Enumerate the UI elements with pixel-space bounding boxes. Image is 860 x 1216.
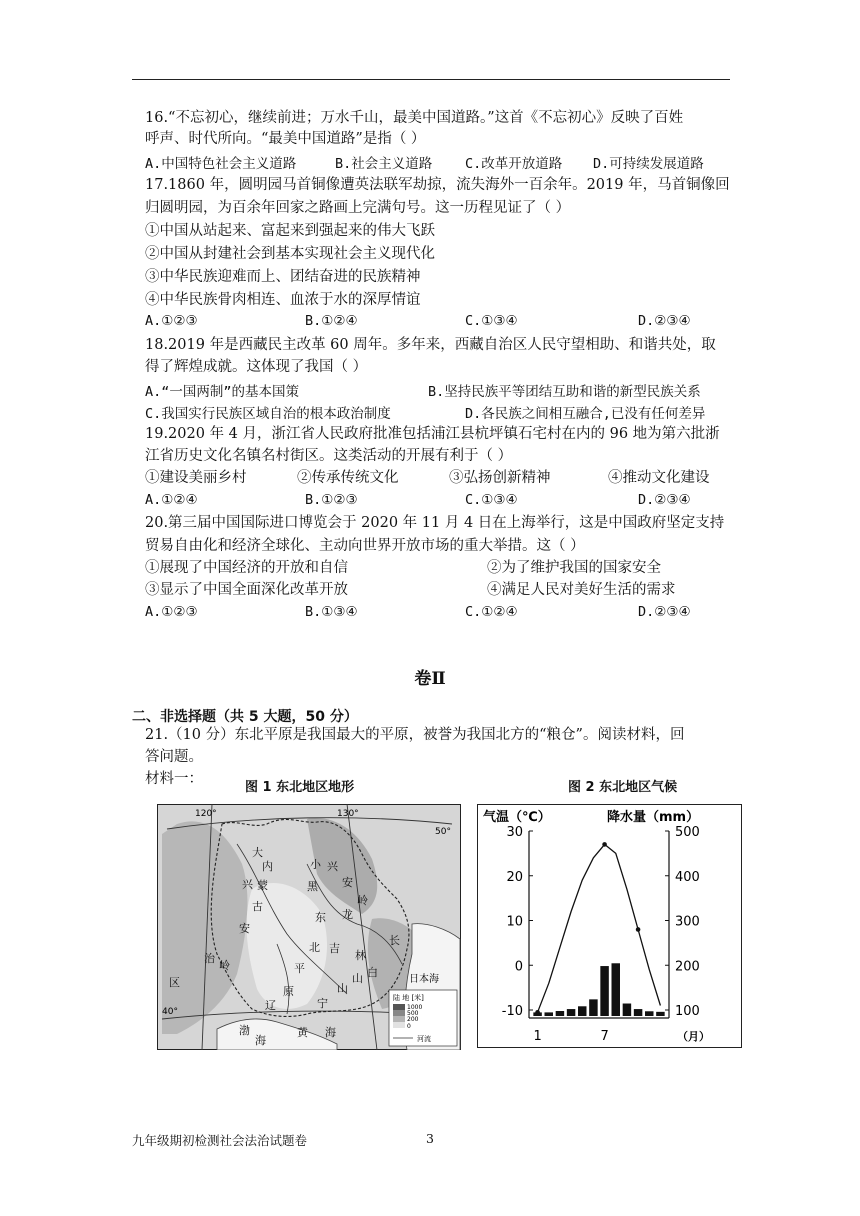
lon-label-120: 120° [195, 809, 217, 819]
map-char: 辽 [265, 999, 276, 1012]
right-tick-label: 100 [675, 1004, 700, 1019]
legend-value: 500 [407, 1010, 419, 1017]
left-tick-label: 0 [514, 959, 523, 975]
map-char: 蒙 [257, 879, 268, 892]
climate-chart [477, 804, 742, 1048]
q19-option-a[interactable]: A.①②④ [145, 492, 198, 508]
q19-option-b[interactable]: B.①②③ [305, 492, 358, 508]
precip-bar [589, 999, 597, 1016]
q17-item-4: ④中华民族骨肉相连、血浓于水的深厚情谊 [145, 292, 421, 308]
q17-option-b[interactable]: B.①②④ [305, 313, 358, 329]
map-char: 小 [310, 858, 321, 871]
q17-stem-line1: 17.1860 年，圆明园马首铜像遭英法联军劫掠，流失海外一百余年。2019 年，马首铜像回 [145, 177, 730, 193]
map-char: 区 [169, 976, 180, 989]
map-char: 海 [325, 1026, 336, 1039]
q19-item-1: ①建设美丽乡村 [145, 470, 247, 486]
temperature-point [602, 842, 607, 847]
q17-option-c[interactable]: C.①③④ [465, 313, 518, 329]
month-tick-label: 1 [533, 1029, 542, 1044]
map-char: 渤 [239, 1024, 250, 1037]
q19-item-2: ②传承传统文化 [297, 470, 399, 486]
q19-stem-line1: 19.2020 年 4 月，浙江省人民政府批准包括浦江县杭坪镇石宅村在内的 96 地为第六批浙 [145, 426, 720, 442]
q18-option-c[interactable]: C.我国实行民族区域自治的根本政治制度 [145, 406, 391, 422]
map-char: 长 [389, 934, 400, 947]
q20-item-2: ②为了维护我国的国家安全 [487, 560, 661, 576]
q17-item-1: ①中国从站起来、富起来到强起来的伟大飞跃 [145, 223, 435, 239]
climate-caption: 图 2 东北地区气候 [568, 780, 678, 795]
legend-river: 河流 [417, 1035, 431, 1043]
right-tick-label: 200 [675, 959, 700, 975]
q17-stem-line2: 归圆明园，为百余年回家之路画上完满句号。这一历程见证了（ ） [145, 200, 571, 216]
footer-exam-name: 九年级期初检测社会法治试题卷 [132, 1133, 308, 1148]
map-char: 安 [239, 922, 250, 935]
map-char: 龙 [342, 908, 353, 921]
map-char: 大 [252, 846, 263, 859]
precip-bar [567, 1009, 575, 1016]
q19-stem-line2: 江省历史文化名镇名村街区。这类活动的开展有利于（ ） [145, 448, 513, 464]
precip-bar [545, 1012, 553, 1016]
map-char: 山 [352, 972, 363, 985]
precip-bar [645, 1011, 653, 1016]
part-two-title: 卷Ⅱ [414, 669, 446, 689]
sea-of-japan-label: 日本海 [409, 974, 439, 985]
left-tick-label: 10 [506, 914, 523, 930]
temp-axis-label: 气温（℃） [483, 810, 551, 825]
map-char: 古 [252, 900, 263, 913]
map-char: 原 [283, 985, 294, 998]
precip-bar [556, 1011, 564, 1016]
q19-option-d[interactable]: D.②③④ [638, 492, 691, 508]
map-char: 平 [294, 962, 305, 975]
map-char: 治 [204, 952, 215, 965]
month-unit-label: （月） [677, 1030, 710, 1043]
precip-bar [612, 963, 620, 1016]
temperature-point [636, 927, 641, 932]
q19-item-3: ③弘扬创新精神 [449, 470, 551, 486]
map-char: 白 [367, 966, 378, 979]
lat-label-40: 40° [162, 1007, 178, 1017]
q17-item-3: ③中华民族迎难而上、团结奋进的民族精神 [145, 269, 421, 285]
northeast-terrain-map [157, 804, 461, 1050]
map-char: 黄 [297, 1026, 308, 1039]
q18-option-a[interactable]: A.“一国两制”的基本国策 [145, 384, 300, 400]
q18-option-b[interactable]: B.坚持民族平等团结互助和谐的新型民族关系 [428, 384, 701, 400]
q20-option-c[interactable]: C.①②④ [465, 604, 518, 620]
q18-stem-line1: 18.2019 年是西藏民主改革 60 周年。多年来，西藏自治区人民守望相助、和谐共处，取 [145, 337, 716, 353]
q20-item-3: ③显示了中国全面深化改革开放 [145, 582, 348, 598]
map-char: 岭 [357, 894, 368, 907]
q19-item-4: ④推动文化建设 [608, 470, 710, 486]
map-char: 内 [262, 860, 273, 873]
q20-option-a[interactable]: A.①②③ [145, 604, 198, 620]
q20-stem-line1: 20.第三届中国国际进口博览会于 2020 年 11 月 4 日在上海举行，这是中国政府坚定支持 [145, 515, 725, 531]
right-tick-label: 300 [675, 914, 700, 930]
left-tick-label: -10 [501, 1004, 523, 1019]
q21-material-label: 材料一： [145, 771, 203, 787]
q16-option-b[interactable]: B.社会主义道路 [335, 156, 433, 172]
map-char: 安 [342, 876, 353, 889]
footer-page-number: 3 [426, 1131, 434, 1146]
q20-item-1: ①展现了中国经济的开放和自信 [145, 560, 348, 576]
map-legend [389, 990, 457, 1046]
q17-item-2: ②中国从封建社会到基本实现社会主义现代化 [145, 246, 435, 262]
precip-bar [634, 1009, 642, 1016]
legend-value: 200 [407, 1016, 419, 1023]
map-char: 宁 [317, 997, 328, 1010]
q20-stem-line2: 贸易自由化和经济全球化、主动向世界开放市场的重大举措。这（ ） [145, 538, 585, 554]
map-char: 海 [255, 1034, 266, 1047]
left-tick-label: 30 [506, 825, 523, 840]
header-rule [132, 79, 730, 80]
legend-title: 陆 地 [米] [393, 994, 424, 1002]
map-char: 林 [355, 949, 366, 962]
lat-label-50: 50° [435, 827, 451, 837]
lon-label-130: 130° [337, 809, 359, 819]
legend-value: 1000 [407, 1004, 423, 1011]
temperature-point [535, 1010, 540, 1015]
q16-stem-line2: 呼声、时代所向。“最美中国道路”是指（ ） [145, 131, 426, 147]
map-char: 兴 [242, 878, 253, 891]
precip-bar [600, 966, 608, 1016]
map-char: 山 [337, 982, 348, 995]
q18-option-d[interactable]: D.各民族之间相互融合,已没有任何差异 [465, 406, 706, 422]
q16-option-d[interactable]: D.可持续发展道路 [593, 156, 704, 172]
q21-stem-line2: 答问题。 [145, 749, 203, 765]
map-char: 黑 [307, 880, 318, 893]
map-char: 北 [309, 941, 320, 954]
q21-stem-line1: 21.（10 分）东北平原是我国最大的平原，被誉为我国北方的“粮仓”。阅读材料，回 [145, 727, 685, 743]
q20-item-4: ④满足人民对美好生活的需求 [487, 582, 676, 598]
map-char: 吉 [329, 942, 340, 955]
precip-bar [578, 1006, 586, 1016]
month-tick-label: 7 [600, 1029, 609, 1044]
q18-stem-line2: 得了辉煌成就。这体现了我国（ ） [145, 359, 368, 375]
q17-option-d[interactable]: D.②③④ [638, 313, 691, 329]
left-tick-label: 20 [506, 869, 523, 885]
map-char: 东 [315, 911, 326, 924]
precip-bar [623, 1004, 631, 1016]
q20-option-d[interactable]: D.②③④ [638, 604, 691, 620]
q16-option-c[interactable]: C.改革开放道路 [465, 156, 563, 172]
precip-axis-label: 降水量（mm） [607, 810, 700, 825]
map-caption: 图 1 东北地区地形 [245, 780, 355, 795]
right-tick-label: 500 [675, 825, 700, 840]
legend-value: 0 [407, 1023, 411, 1030]
section-title: 二、非选择题（共 5 大题，50 分） [132, 709, 358, 725]
q17-option-a[interactable]: A.①②③ [145, 313, 198, 329]
map-char: 岭 [219, 959, 230, 972]
q20-option-b[interactable]: B.①③④ [305, 604, 358, 620]
q16-stem-line1: 16.“不忘初心，继续前进；万水千山，最美中国道路。”这首《不忘初心》反映了百姓 [145, 110, 684, 126]
right-tick-label: 400 [675, 869, 700, 885]
precip-bar [656, 1012, 664, 1016]
q19-option-c[interactable]: C.①③④ [465, 492, 518, 508]
q16-option-a[interactable]: A.中国特色社会主义道路 [145, 156, 297, 172]
map-char: 兴 [327, 860, 338, 873]
